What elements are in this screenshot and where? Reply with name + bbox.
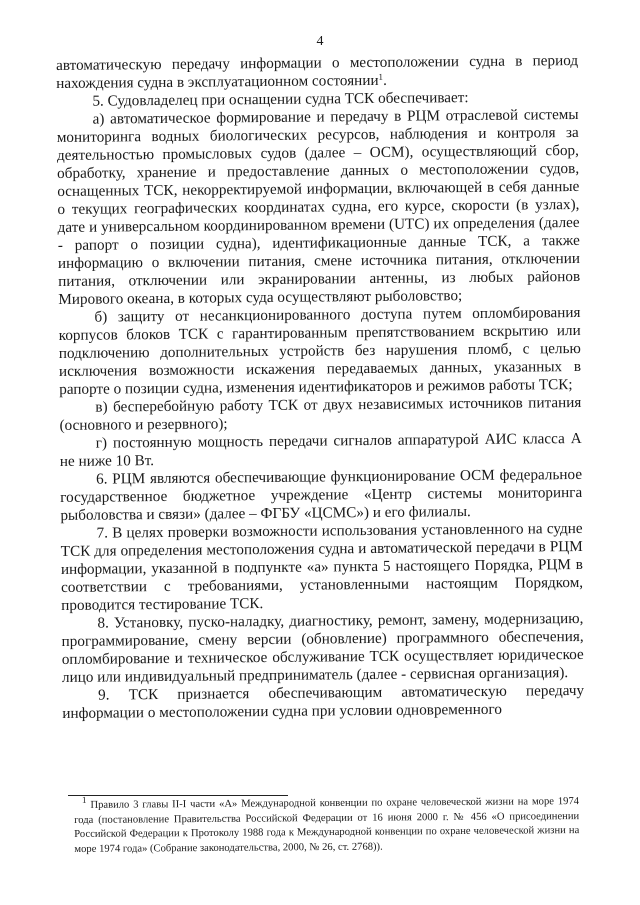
footnote-divider [68, 795, 288, 796]
footnote-reference: 1 [378, 71, 384, 82]
paragraph-item-5v: в) бесперебойную работу ТСК от двух независимых источников питания (основного и резервного); [59, 393, 582, 434]
footnote [74, 795, 579, 857]
paragraph-item-9: 9. ТСК признается обеспечивающим автоматическую передачу информации о местоположении судна при условии одновременного [62, 681, 585, 722]
paragraph-item-5: 5. Судовладелец при оснащении судна ТСК обеспечивает: [92, 89, 469, 110]
paragraph-item-5g: г) постоянную мощность передачи сигналов аппаратурой АИС класса А не ниже 10 Вт. [59, 429, 582, 470]
paragraph-item-5a: а) автоматическое формирование и передачу в РЦМ отраслевой системы мониторинга водных биологических ресурсов, наблюдения и контроля за деятельностью промысловых судов (далее – ОСМ), осуществляющий сбор, обработку, хранение и предоставление данных о местоположении судов, оснащенных ТСК, некорректируемой информации, включающей в себя данные о текущих географических координатах судна, его курсе, скорости (в узлах), дате и универсальном координированном времени (UTC) их определения (далее - рапорт о позиции судна), идентификационные данные ТСК, а также информацию о включении питания, смене источника питания, отключении питания, отключении или экранировании антенны, из любых районов Мирового океана, в которых суда осуществляют рыболовство; [56, 105, 581, 308]
document-body [56, 52, 584, 723]
paragraph-continuation: автоматическую передачу информации о местоположении судна в период нахождения судна в эксплуатационном состоянии$^1$. [56, 51, 579, 92]
paragraph-item-5b: б) защиту от несанкционированного доступа путем опломбирования корпусов блоков ТСК с гарантированным препятствованием вскрытию или подключению дополнительных устройств без нарушения пломб, с целью исключения возможности искажения передаваемых данных, указанных в рапорте о позиции судна, изменения идентификаторов и режимов работы ТСК; [58, 303, 582, 398]
paragraph-item-6: 6. РЦМ являются обеспечивающие функционирование ОСМ федеральное государственное бюджетное учреждение «Центр системы мониторинга рыболовства и связи» (далее – ФГБУ «ЦСМС») и его филиалы. [60, 465, 583, 524]
page-number: 4 [316, 34, 324, 49]
footnote-marker: 1 [81, 794, 87, 805]
paragraph-item-8: 8. Установку, пуско-наладку, диагностику, ремонт, замену, модернизацию, программирование, смену версии (обновление) программного обеспечения, опломбирование и техническое обслуживание ТСК осуществляет юридическое лицо или индивидуальный предприниматель (далее - сервисная организация). [61, 609, 584, 686]
paragraph-item-7: 7. В целях проверки возможности использования установленного на судне ТСК для определения местоположения судна и автоматической передачи в РЦМ информации, указанной в подпункте «а» пункта 5 настоящего Порядка, РЦМ в соответствии с требованиями, установленными настоящим Порядком, проводится тестирование ТСК. [60, 519, 584, 614]
footnote-text: $^1$ Правило 3 главы II-I части «А» Международной конвенции по охране человеческой жизни на море 1974 года (постановление Правительства Российской Федерации от 16 июня 2000 г. № 456 «О присоединении Российской Федерации к Протоколу 1988 года к Международной конвенции по охране человеческой жизни на море 1974 года» (Собрание законодательства, 2000, № 26, ст. 2768)). [74, 794, 580, 855]
